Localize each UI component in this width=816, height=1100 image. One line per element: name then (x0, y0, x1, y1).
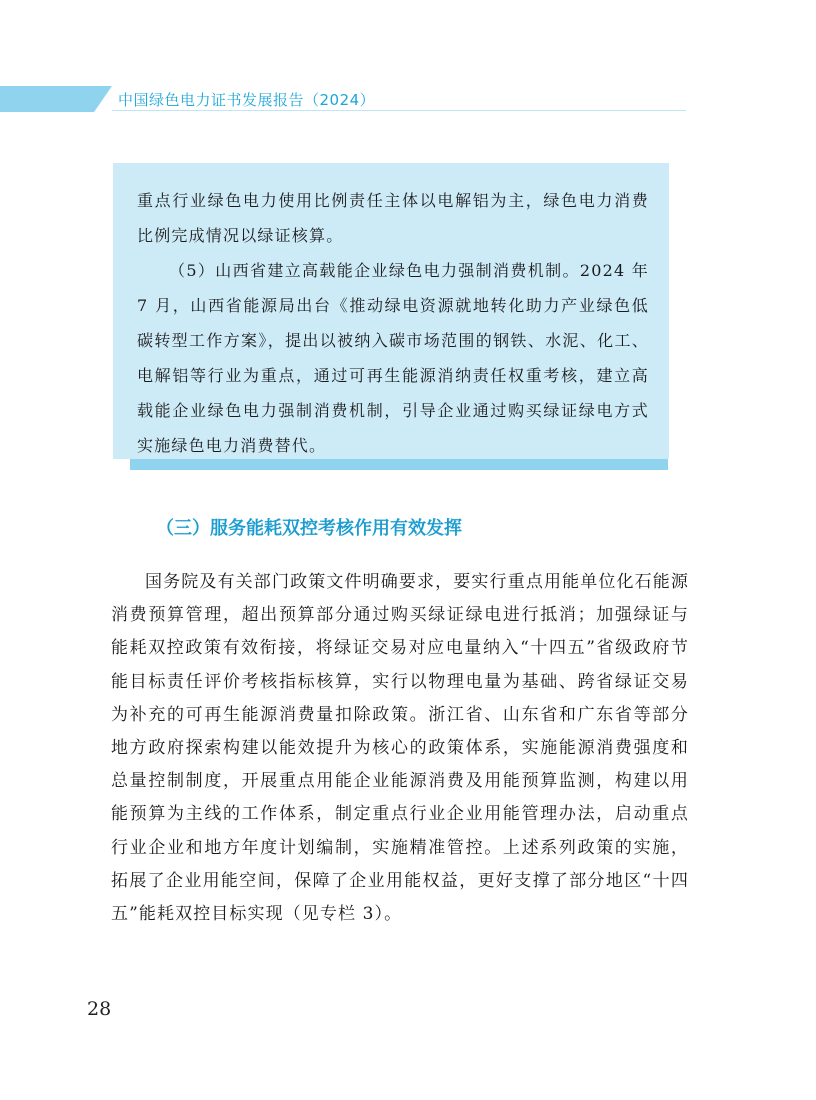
callout-paragraph-2: （5）山西省建立高载能企业绿色电力强制消费机制。2024 年 7 月，山西省能源局出台《推动绿电资源就地转化助力产业绿色低碳转型工作方案》，提出以被纳入碳市场范围的钢铁、水泥、化工、电解铝等行业为重点，通过可再生能源消纳责任权重考核，建立高载能企业绿色电力强制消费机制，引导企业通过购买绿证绿电方式实施绿色电力消费替代。 (137, 261, 649, 455)
page-number: 28 (87, 998, 112, 1020)
header-rule (112, 110, 686, 111)
section-body-paragraph: 国务院及有关部门政策文件明确要求，要实行重点用能单位化石能源消费预算管理，超出预算部分通过购买绿证绿电进行抵消；加强绿证与能耗双控政策有效衔接，将绿证交易对应电量纳入“十四五”省级政府节能目标责任评价考核指标核算，实行以物理电量为基础、跨省绿证交易为补充的可再生能源消费量扣除政策。浙江省、山东省和广东省等部分地方政府探索构建以能效提升为核心的政策体系，实施能源消费强度和总量控制制度，开展重点用能企业能源消费及用能预算监测，构建以用能预算为主线的工作体系，制定重点行业企业用能管理办法，启动重点行业企业和地方年度计划编制，实施精准管控。上述系列政策的实施，拓展了企业用能空间，保障了企业用能权益，更好支撑了部分地区“十四五”能耗双控目标实现（见专栏 3）。 (111, 572, 689, 925)
header-accent-band (0, 86, 112, 112)
callout-box (113, 163, 669, 459)
section-heading: （三）服务能耗双控考核作用有效发挥 (156, 518, 462, 539)
callout-paragraph-1: 重点行业绿色电力使用比例责任主体以电解铝为主，绿色电力消费比例完成情况以绿证核算。 (137, 191, 649, 245)
running-header-title: 中国绿色电力证书发展报告（2024） (118, 91, 376, 109)
